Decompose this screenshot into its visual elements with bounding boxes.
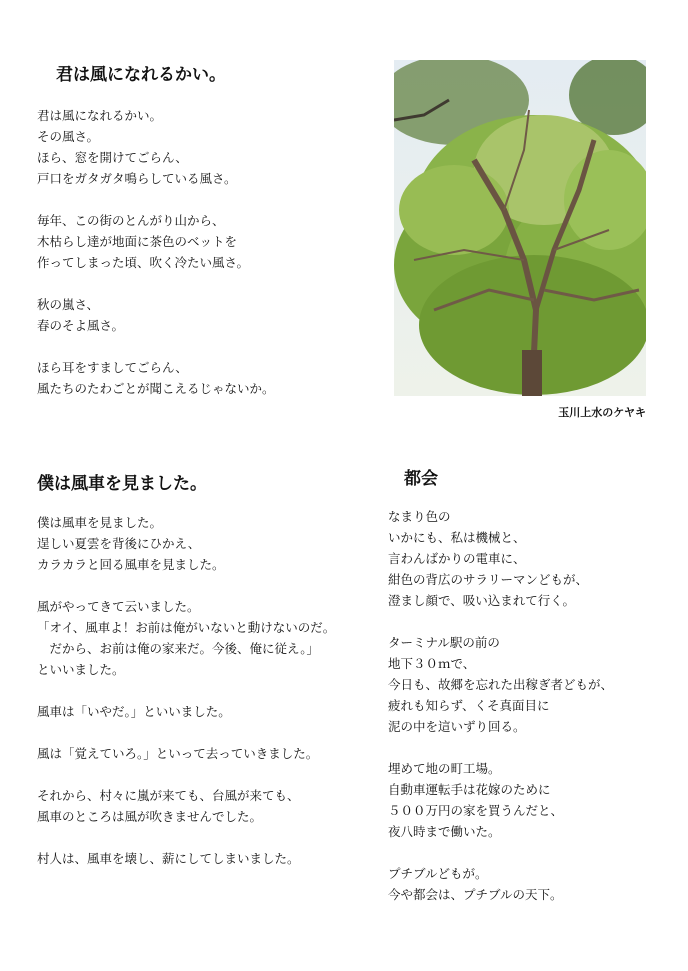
poem-line: 澄まし顔で、吸い込まれて行く。	[388, 593, 576, 608]
poem-line: それから、村々に嵐が来ても、台風が来ても、	[37, 788, 300, 803]
poem-line: 戸口をガタガタ鳴らしている風さ。	[37, 171, 237, 186]
poem-line: ターミナル駅の前の	[388, 635, 500, 650]
poem-line: 木枯らし達が地面に茶色のベットを	[37, 234, 238, 249]
poem-line: 風車は「いやだ。」といいました。	[37, 704, 231, 719]
poem-line: 風がやってきて云いました。	[37, 599, 200, 614]
poem-line: 埋めて地の町工場。	[388, 761, 501, 776]
photo-caption: 玉川上水のケヤキ	[558, 406, 646, 419]
stanza-gap	[37, 273, 377, 294]
poem-line: 春のそよ風さ。	[37, 318, 125, 333]
poem-line: だから、お前は俺の家来だ。今後、俺に従え。」	[37, 641, 320, 656]
poem-line: 夜八時まで働いた。	[388, 824, 501, 839]
stanza-gap	[37, 189, 377, 210]
poem-line: カラカラと回る風車を見ました。	[37, 557, 225, 572]
poem-line: 言わんばかりの電車に、	[388, 551, 526, 566]
poem-body	[37, 512, 382, 869]
poem-title: 君は風になれるかい。	[56, 65, 226, 85]
stanza-gap	[37, 336, 377, 357]
poem-line: 紺色の背広のサラリーマンどもが、	[388, 572, 589, 587]
poem-line: 君は風になれるかい。	[37, 108, 163, 123]
poem-line: 秋の嵐さ、	[37, 297, 100, 312]
stanza-gap	[37, 680, 382, 701]
stanza-gap	[37, 764, 382, 785]
poem-line: 疲れも知らず、くそ真面目に	[388, 698, 550, 713]
poem-line: 風車のところは風が吹きませんでした。	[37, 809, 263, 824]
poem-line: ５００万円の家を買うんだと、	[388, 803, 564, 818]
poem-line: 風は「覚えていろ。」といって去っていきました。	[37, 746, 319, 761]
poem-line: ほら、窓を開けてごらん、	[37, 150, 188, 165]
stanza-gap	[388, 611, 683, 632]
poem-line: 作ってしまった頃、吹く冷たい風さ。	[37, 255, 250, 270]
poem-line: 「オイ、風車よ！お前は俺がいないと動けないのだ。	[37, 620, 336, 635]
poem-line: 今日も、故郷を忘れた出稼ぎ者どもが、	[388, 677, 614, 692]
poem-line: なまり色の	[388, 509, 451, 524]
zelkova-tree-image	[394, 60, 646, 396]
poem-line: 自動車運転手は花嫁のために	[388, 782, 551, 797]
poem-line: その風さ。	[37, 129, 100, 144]
poem-line: 風たちのたわごとが聞こえるじゃないか。	[37, 381, 275, 396]
poem-line: といいました。	[37, 662, 125, 677]
poem-line: 泥の中を這いずり回る。	[388, 719, 526, 734]
poem-line: 今や都会は、プチブルの天下。	[388, 887, 563, 902]
poem-line: 地下３０ｍで、	[388, 656, 476, 671]
poem-body	[388, 506, 683, 905]
poem-line: 僕は風車を見ました。	[37, 515, 163, 530]
poem-body	[37, 105, 377, 399]
poem-line: 村人は、風車を壊し、薪にしてしまいました。	[37, 851, 300, 866]
stanza-gap	[37, 827, 382, 848]
poem-title: 都会	[404, 469, 438, 489]
stanza-gap	[388, 737, 683, 758]
poem-title: 僕は風車を見ました。	[37, 474, 207, 494]
stanza-gap	[37, 722, 382, 743]
poem-line: プチブルどもが。	[388, 866, 488, 881]
tree-photo	[394, 60, 646, 396]
stanza-gap	[37, 575, 382, 596]
stanza-gap	[388, 842, 683, 863]
poem-line: いかにも、私は機械と、	[388, 530, 526, 545]
poem-line: 毎年、この街のとんがり山から、	[37, 213, 225, 228]
poem-line: ほら耳をすましてごらん、	[37, 360, 188, 375]
poem-line: 逞しい夏雲を背後にひかえ、	[37, 536, 201, 551]
